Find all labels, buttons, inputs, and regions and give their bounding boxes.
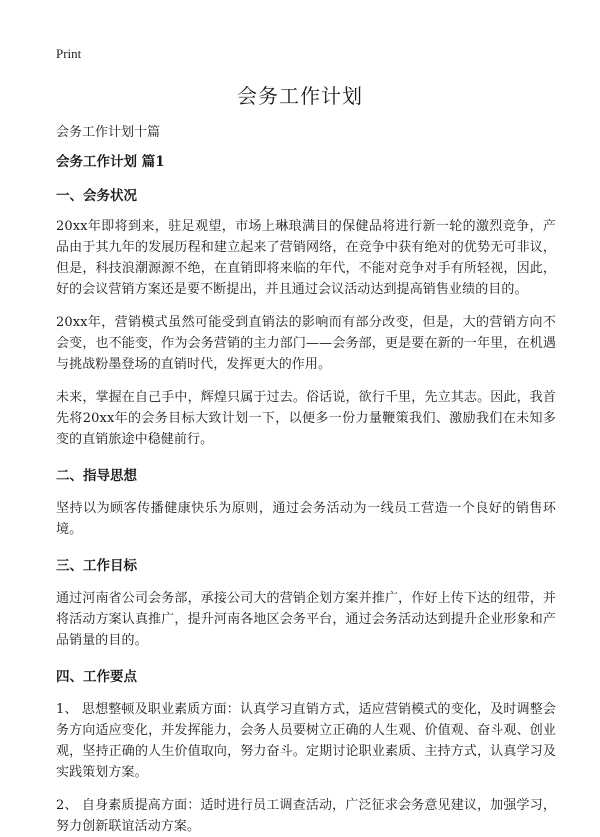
part-title: 会务工作计划 篇1 (56, 154, 165, 170)
paragraph: 2、 自身素质提高方面：适时进行员工调查活动，广泛征求会务意见建议，加强学习，努力创新联谊活动方案。 (56, 798, 556, 834)
section-heading: 三、工作目标 (56, 558, 137, 574)
print-link[interactable]: Print (56, 46, 82, 61)
paragraph: 20xx年即将到来，驻足观望，市场上琳琅满目的保健品将进行新一轮的激烈竞争，产品由于其九年的发展历程和建立起来了营销网络，在竞争中获有绝对的优势无可非议，但是，科技浪潮源源不绝，在直销即将来临的年代，不能对竞争对手有所轻视，因此，好的会议营销方案还是要不断提出，并且通过会议活动达到提高销售业绩的目的。 (56, 219, 556, 297)
paragraph: 20xx年，营销模式虽然可能受到直销法的影响而有部分改变，但是，大的营销方向不会变，也不能变，作为会务营销的主力部门——会务部，更是要在新的一年里，在机遇与挑战粉墨登场的直销时代，发挥更大的作用。 (56, 315, 556, 372)
section-heading: 一、会务状况 (56, 188, 137, 204)
paragraph: 通过河南省公司会务部，承接公司大的营销企划方案并推广，作好上传下达的纽带，并将活动方案认真推广，提升河南各地区会务平台，通过会务活动达到提升企业形象和产品销量的目的。 (56, 591, 556, 648)
document-body (56, 150, 556, 837)
paragraph: 1、 思想整顿及职业素质方面：认真学习直销方式，适应营销模式的变化，及时调整会务方向适应变化，并发挥能力，会务人员要树立正确的人生观、价值观、奋斗观、创业观，坚持正确的人生价值取向，努力奋斗。定期讨论职业素质、主持方式，认真学习及实践策划方案。 (56, 702, 556, 780)
paragraph: 坚持以为顾客传播健康快乐为原则，通过会务活动为一线员工营造一个良好的销售环境。 (56, 501, 556, 537)
paragraph: 未来，掌握在自己手中，辉煌只属于过去。俗话说，欲行千里，先立其志。因此，我首先将20xx年的会务目标大致计划一下，以便多一份力量鞭策我们、激励我们在未知多变的直销旅途中稳健前行。 (56, 390, 556, 447)
document-title: 会务工作计划 (237, 84, 363, 108)
document-subtitle: 会务工作计划十篇 (56, 125, 161, 140)
section-heading: 四、工作要点 (56, 669, 137, 685)
section-heading: 二、指导思想 (56, 468, 137, 484)
